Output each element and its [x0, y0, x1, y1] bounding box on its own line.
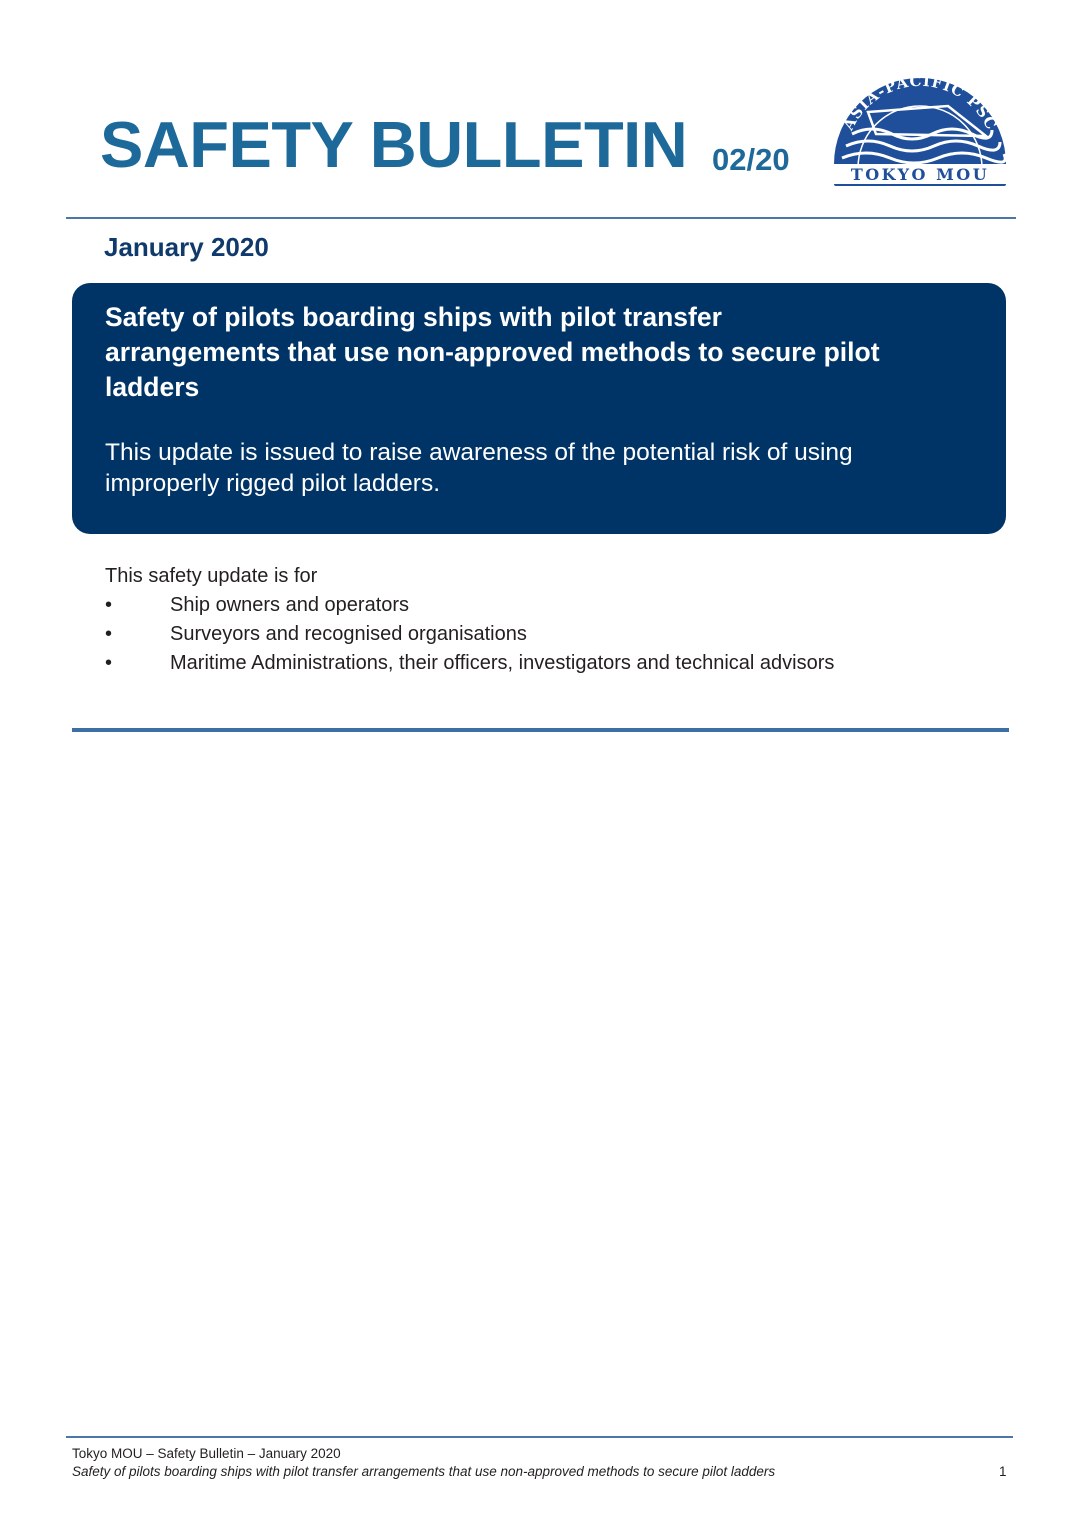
bullet-icon: •: [105, 594, 113, 616]
tokyo-mou-logo: [828, 72, 1010, 190]
page-number: 1: [999, 1464, 1007, 1479]
bulletin-title: SAFETY BULLETIN: [100, 108, 688, 181]
summary-text-line: This update is issued to raise awareness of the potential risk of using: [105, 439, 853, 466]
summary-heading: [105, 300, 985, 405]
footer-subtitle: Safety of pilots boarding ships with pilot transfer arrangements that use non-approved methods to secure pilot ladders: [72, 1464, 776, 1479]
bulletin-date: January 2020: [104, 232, 269, 262]
svg-text:TOKYO MOU: TOKYO MOU: [850, 165, 990, 184]
audience-list-item: [105, 650, 834, 676]
summary-heading-line: Safety of pilots boarding ships with pilot transfer: [105, 302, 722, 332]
audience-item-text: Surveyors and recognised organisations: [170, 623, 527, 645]
summary-heading-line: arrangements that use non-approved methods to secure pilot: [105, 337, 880, 367]
bullet-icon: •: [105, 652, 113, 674]
section-divider: [72, 728, 1009, 732]
summary-text: [105, 437, 965, 499]
bullet-icon: •: [105, 623, 113, 645]
summary-heading-line: ladders: [105, 372, 200, 402]
tokyo-mou-logo-graphic: [828, 72, 1010, 190]
audience-item-text: Maritime Administrations, their officers, investigators and technical advisors: [170, 652, 835, 674]
footer-divider: [66, 1436, 1013, 1438]
svg-text:ASIA-PACIFIC PSC: ASIA-PACIFIC PSC: [839, 72, 1001, 134]
summary-text-line: improperly rigged pilot ladders.: [105, 470, 440, 497]
footer-title: Tokyo MOU – Safety Bulletin – January 2020: [72, 1446, 341, 1461]
header-divider: [66, 217, 1016, 219]
audience-list-item: [105, 621, 527, 647]
issue-number: 02/20: [712, 142, 790, 177]
audience-item-text: Ship owners and operators: [170, 594, 410, 616]
audience-intro: This safety update is for: [105, 565, 318, 587]
audience-list-item: [105, 592, 409, 618]
